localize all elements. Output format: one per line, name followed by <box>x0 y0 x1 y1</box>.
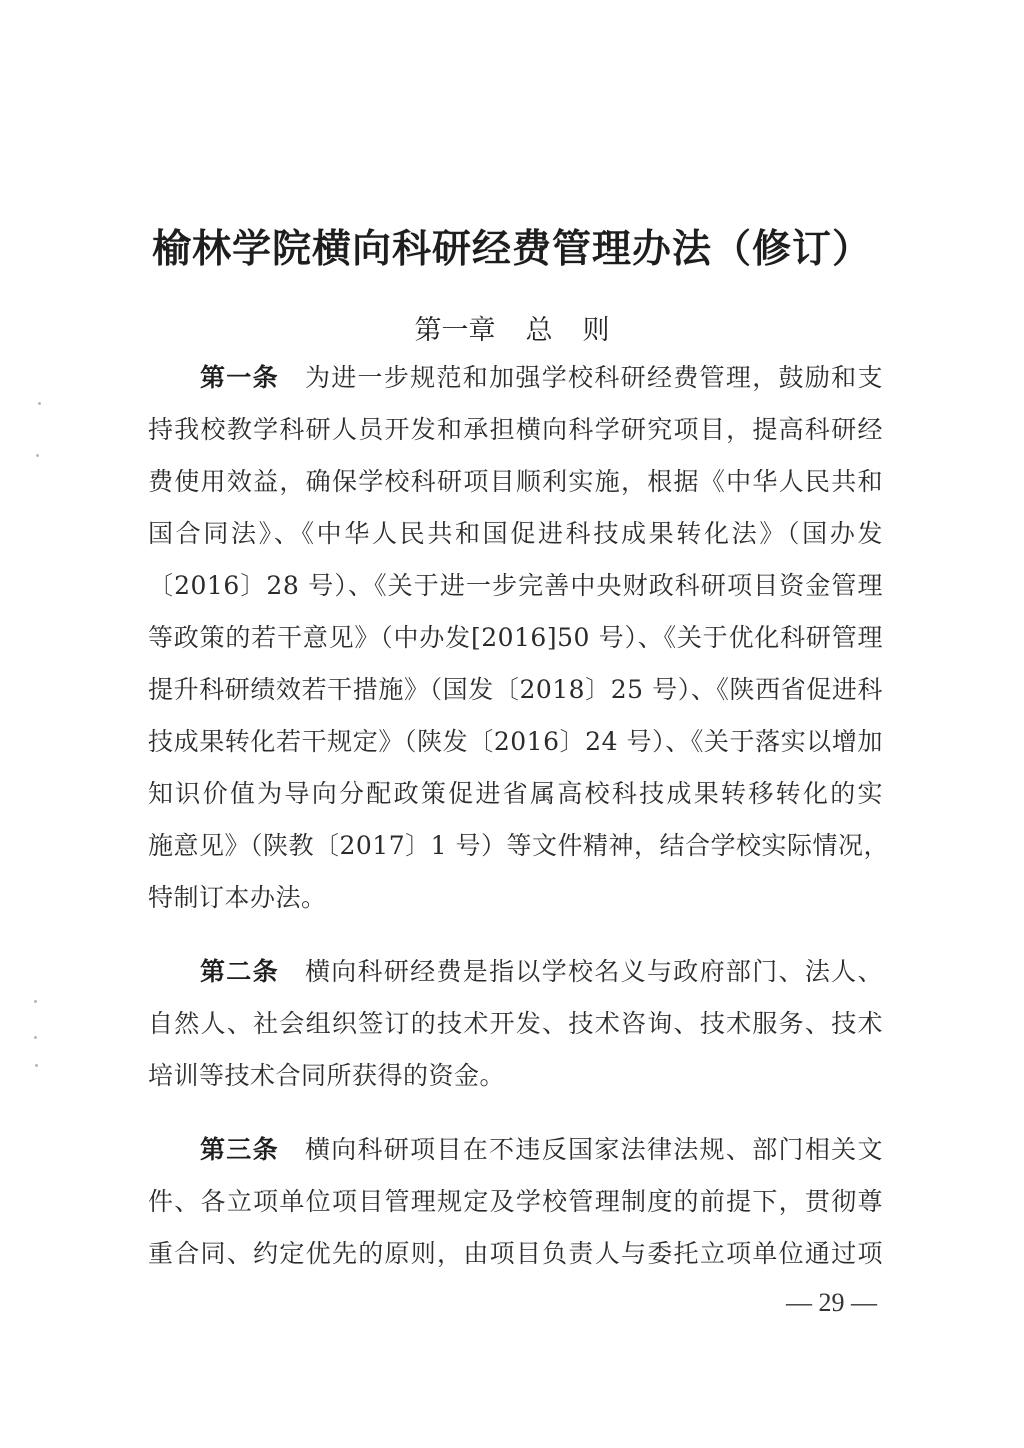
document-body <box>148 352 889 1280</box>
article-3-line-3: 重合同、约定优先的原则，由项目负责人与委托立项单位通过项 <box>148 1239 883 1268</box>
article-1-line-8: 技成果转化若干规定》（陕发〔2016〕24 号）、《关于落实以增加 <box>148 727 883 756</box>
article-1-line-11: 特制订本办法。 <box>148 883 327 912</box>
article-2-label: 第二条 <box>200 957 279 986</box>
scan-speck <box>36 454 39 457</box>
article-1-line-9: 知识价值为导向分配政策促进省属高校科技成果转移转化的实 <box>148 779 883 808</box>
page-number: — 29 — <box>786 1288 877 1317</box>
chapter-number: 第一章 <box>414 315 496 346</box>
article-2-line-1 <box>148 946 883 998</box>
article-1-line-1 <box>148 352 883 404</box>
article-1-line-3: 费使用效益，确保学校科研项目顺利实施，根据《中华人民共和 <box>148 467 883 496</box>
chapter-title-char-1: 总 <box>525 315 553 346</box>
article-1-line-6: 等政策的若干意见》（中办发[2016]50 号）、《关于优化科研管理 <box>148 623 883 652</box>
article-3-label: 第三条 <box>200 1135 279 1164</box>
article-1-line-7: 提升科研绩效若干措施》（国发〔2018〕25 号）、《陕西省促进科 <box>148 675 883 704</box>
article-1-line-2: 持我校教学科研人员开发和承担横向科学研究项目，提高科研经 <box>148 415 883 444</box>
article-2-line-3: 培训等技术合同所获得的资金。 <box>148 1061 506 1090</box>
article-1-line-5: 〔2016〕28 号）、《关于进一步完善中央财政科研项目资金管理 <box>148 571 883 600</box>
article-3-line-2: 件、各立项单位项目管理规定及学校管理制度的前提下，贯彻尊 <box>148 1187 883 1216</box>
chapter-heading <box>0 308 1024 347</box>
article-2-text-1: 横向科研经费是指以学校名义与政府部门、法人、 <box>304 957 883 986</box>
chapter-title-char-2: 则 <box>582 315 610 346</box>
article-2-line-2: 自然人、社会组织签订的技术开发、技术咨询、技术服务、技术 <box>148 1009 883 1038</box>
article-3-text-1: 横向科研项目在不违反国家法律法规、部门相关文 <box>304 1135 883 1164</box>
scan-speck <box>34 1036 37 1039</box>
document-title: 榆林学院横向科研经费管理办法（修订） <box>151 226 872 272</box>
scan-speck <box>38 402 41 405</box>
article-1-text-1: 为进一步规范和加强学校科研经费管理，鼓励和支 <box>304 363 883 392</box>
scan-speck <box>35 1064 38 1067</box>
article-1-line-10: 施意见》（陕教〔2017〕1 号）等文件精神，结合学校实际情况， <box>148 831 889 860</box>
article-1-line-4: 国合同法》、《中华人民共和国促进科技成果转化法》（国办发 <box>148 519 883 548</box>
scan-speck <box>34 1000 37 1003</box>
article-1-label: 第一条 <box>200 363 279 392</box>
article-3-line-1 <box>148 1124 883 1176</box>
